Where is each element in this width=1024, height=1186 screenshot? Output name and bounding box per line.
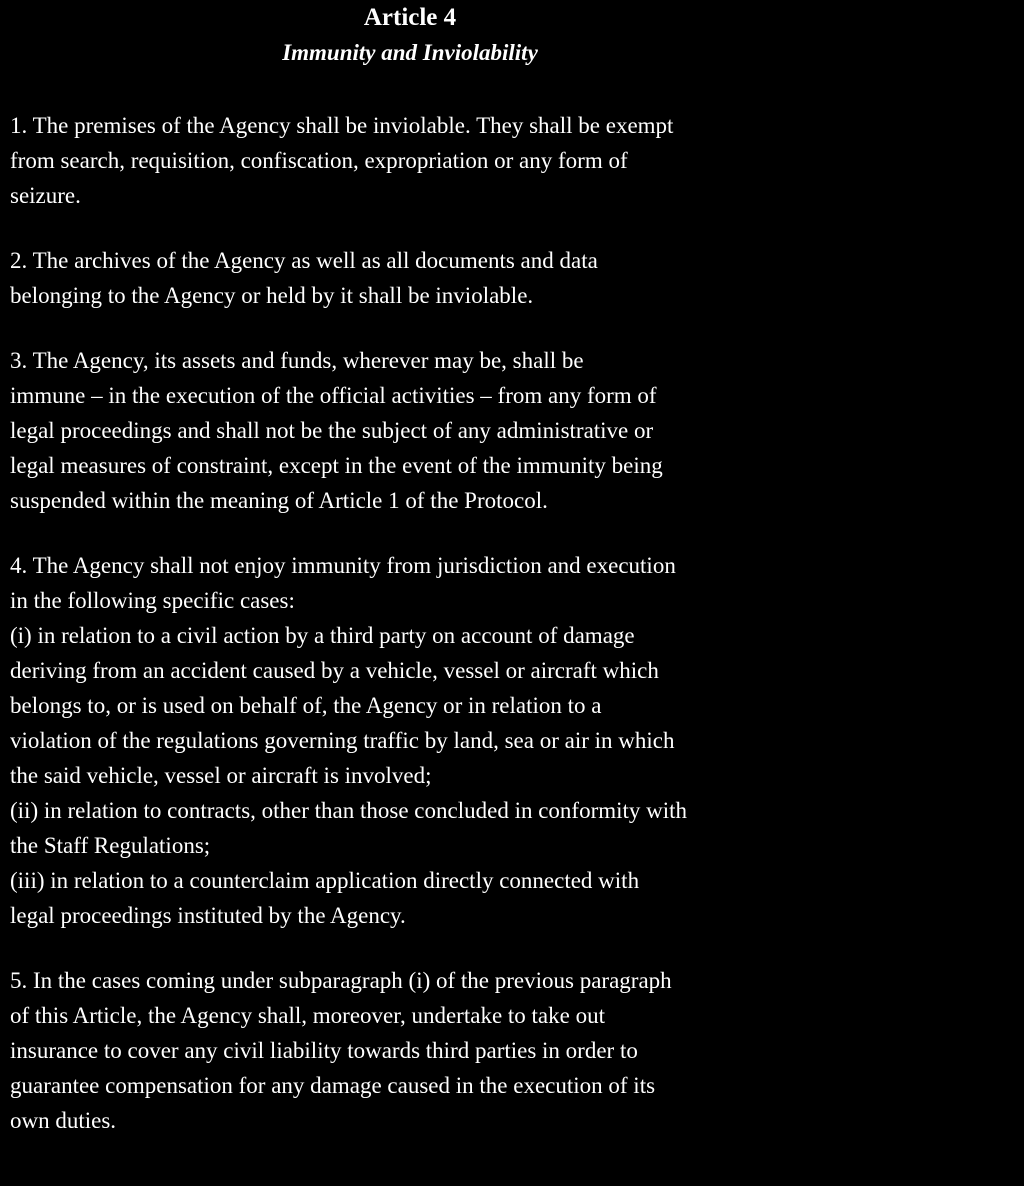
paragraph-line: (iii) in relation to a counterclaim application directly connected with xyxy=(10,868,640,893)
paragraph-line: guarantee compensation for any damage caused in the execution of its xyxy=(10,1073,656,1098)
paragraph-line: legal proceedings instituted by the Agency. xyxy=(10,903,406,928)
paragraph-line: 2. The archives of the Agency as well as all documents and data xyxy=(10,248,598,273)
paragraph-line: of this Article, the Agency shall, moreover, undertake to take out xyxy=(10,1003,605,1028)
paragraph-line: violation of the regulations governing traffic by land, sea or air in which xyxy=(10,728,675,753)
paragraph-line: belonging to the Agency or held by it shall be inviolable. xyxy=(10,283,534,308)
paragraph-line: legal proceedings and shall not be the subject of any administrative or xyxy=(10,418,654,443)
paragraph-line: the Staff Regulations; xyxy=(10,833,211,858)
article-title: Article 4 xyxy=(363,4,457,31)
paragraph-line: 1. The premises of the Agency shall be inviolable. They shall be exempt xyxy=(10,113,674,138)
paragraph-line: legal measures of constraint, except in the event of the immunity being xyxy=(10,453,663,478)
paragraph-line: seizure. xyxy=(10,183,81,208)
paragraph-line: belongs to, or is used on behalf of, the Agency or in relation to a xyxy=(10,693,602,718)
paragraph-line: (ii) in relation to contracts, other than those concluded in conformity with xyxy=(10,798,688,823)
document-page xyxy=(10,0,810,1138)
paragraph-line: insurance to cover any civil liability towards third parties in order to xyxy=(10,1038,638,1063)
paragraph-line: deriving from an accident caused by a vehicle, vessel or aircraft which xyxy=(10,658,659,683)
paragraph-line: immune – in the execution of the official activities – from any form of xyxy=(10,383,657,408)
paragraph-line: the said vehicle, vessel or aircraft is involved; xyxy=(10,763,432,788)
paragraph-line: suspended within the meaning of Article 1 of the Protocol. xyxy=(10,488,548,513)
paragraph-line: 5. In the cases coming under subparagraph (i) of the previous paragraph xyxy=(10,968,672,993)
paragraph-3 xyxy=(10,343,810,518)
paragraph-4 xyxy=(10,548,810,933)
paragraph-line: own duties. xyxy=(10,1108,117,1133)
paragraph-line: (i) in relation to a civil action by a third party on account of damage xyxy=(10,623,635,648)
paragraph-2 xyxy=(10,243,810,313)
paragraph-1 xyxy=(10,108,810,213)
paragraph-5 xyxy=(10,963,810,1138)
paragraph-line: in the following specific cases: xyxy=(10,588,295,613)
article-subtitle: Immunity and Inviolability xyxy=(282,40,538,65)
paragraph-line: 4. The Agency shall not enjoy immunity from jurisdiction and execution xyxy=(10,553,676,578)
paragraph-line: from search, requisition, confiscation, expropriation or any form of xyxy=(10,148,628,173)
paragraph-line: 3. The Agency, its assets and funds, wherever may be, shall be xyxy=(10,348,584,373)
